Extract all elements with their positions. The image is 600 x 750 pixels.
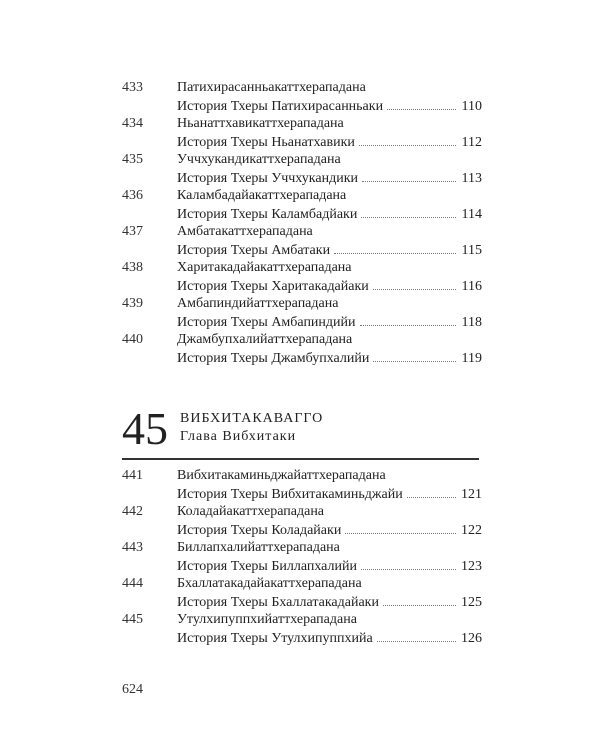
entry-pali-title: Джамбупхалийаттхерападана (177, 332, 353, 347)
entry-russian-title: История Тхеры Амбапиндийи (177, 315, 356, 330)
toc-entry[interactable] (0, 187, 600, 223)
entry-number: 437 (122, 224, 143, 239)
entry-pali-title: Ньанаттхавикаттхерападана (177, 116, 344, 131)
entry-pali-title: Каламбадайакаттхерападана (177, 188, 347, 203)
dot-leader (334, 241, 456, 254)
entry-page-number: 110 (461, 99, 482, 114)
entry-russian-line (177, 313, 482, 332)
entry-number: 433 (122, 80, 143, 95)
toc-entry[interactable] (0, 115, 600, 151)
entry-russian-line (177, 169, 482, 188)
entry-russian-title: История Тхеры Вибхитакаминьджайи (177, 487, 403, 502)
dot-leader (383, 593, 456, 606)
dot-leader (407, 485, 456, 498)
entry-number: 445 (122, 612, 143, 627)
dot-leader (359, 133, 456, 146)
entry-number: 435 (122, 152, 143, 167)
toc-entry[interactable] (0, 539, 600, 575)
entry-pali-title: Амбапиндийаттхерападана (177, 296, 339, 311)
dot-leader (361, 205, 456, 218)
entry-russian-line (177, 593, 482, 612)
entry-russian-line (177, 629, 482, 648)
toc-entry[interactable] (0, 295, 600, 331)
toc-entry[interactable] (0, 223, 600, 259)
entry-pali-title: Харитакадайакаттхерападана (177, 260, 352, 275)
entry-russian-line (177, 277, 482, 296)
chapter-divider (122, 458, 479, 460)
entry-russian-line (177, 485, 482, 504)
entry-number: 444 (122, 576, 143, 591)
entry-page-number: 123 (461, 559, 482, 574)
dot-leader (373, 349, 456, 362)
toc-entry[interactable] (0, 79, 600, 115)
entry-number: 438 (122, 260, 143, 275)
entry-number: 442 (122, 504, 143, 519)
toc-entry[interactable] (0, 503, 600, 539)
entry-russian-title: История Тхеры Харитакадайаки (177, 279, 369, 294)
dot-leader (377, 629, 456, 642)
entry-pali-title: Бхаллатакадайакаттхерападана (177, 576, 362, 591)
dot-leader (373, 277, 456, 290)
entry-page-number: 118 (461, 315, 482, 330)
chapter-subtitle: Глава Вибхитаки (180, 429, 297, 444)
entry-number: 441 (122, 468, 143, 483)
entry-pali-title: Утулхипуппхийаттхерападана (177, 612, 357, 627)
entry-number: 434 (122, 116, 143, 131)
entry-russian-line (177, 349, 482, 368)
entry-russian-line (177, 205, 482, 224)
toc-entry[interactable] (0, 151, 600, 187)
entry-number: 440 (122, 332, 143, 347)
toc-entry[interactable] (0, 259, 600, 295)
toc-section-2 (0, 467, 600, 647)
chapter-number: 45 (122, 403, 168, 454)
entry-pali-title: Амбатакаттхерападана (177, 224, 313, 239)
entry-page-number: 119 (461, 351, 482, 366)
entry-russian-title: История Тхеры Каламбадйаки (177, 207, 358, 222)
entry-russian-line (177, 521, 482, 540)
entry-number: 436 (122, 188, 143, 203)
toc-entry[interactable] (0, 467, 600, 503)
entry-pali-title: Вибхитакаминьджайаттхерападана (177, 468, 386, 483)
toc-entry[interactable] (0, 611, 600, 647)
entry-russian-title: История Тхеры Ньанатхавики (177, 135, 355, 150)
entry-pali-title: Патихирасанньакаттхерападана (177, 80, 366, 95)
entry-page-number: 113 (461, 171, 482, 186)
entry-number: 439 (122, 296, 143, 311)
entry-page-number: 115 (461, 243, 482, 258)
entry-page-number: 126 (461, 631, 482, 646)
entry-page-number: 114 (461, 207, 482, 222)
entry-russian-title: История Тхеры Биллапхалийи (177, 559, 357, 574)
entry-page-number: 112 (461, 135, 482, 150)
entry-russian-title: История Тхеры Утулхипуппхийа (177, 631, 373, 646)
entry-number: 443 (122, 540, 143, 555)
entry-russian-title: История Тхеры Амбатаки (177, 243, 331, 258)
entry-page-number: 121 (461, 487, 482, 502)
toc-entry[interactable] (0, 331, 600, 367)
entry-page-number: 122 (461, 523, 482, 538)
entry-pali-title: Уччхукандикаттхерападана (177, 152, 341, 167)
dot-leader (362, 169, 456, 182)
page-number: 624 (122, 682, 143, 697)
entry-page-number: 125 (461, 595, 482, 610)
entry-russian-line (177, 241, 482, 260)
entry-pali-title: Биллапхалийаттхерападана (177, 540, 340, 555)
entry-russian-title: История Тхеры Коладайаки (177, 523, 342, 538)
dot-leader (387, 97, 456, 110)
toc-section-1 (0, 79, 600, 367)
dot-leader (345, 521, 456, 534)
entry-russian-line (177, 97, 482, 116)
toc-entry[interactable] (0, 575, 600, 611)
entry-russian-title: История Тхеры Уччхукандики (177, 171, 358, 186)
chapter-title: ВИБХИТАКАВАГГО (180, 411, 324, 426)
entry-russian-line (177, 133, 482, 152)
entry-pali-title: Коладайакаттхерападана (177, 504, 325, 519)
entry-russian-title: История Тхеры Бхаллатакадайаки (177, 595, 379, 610)
dot-leader (360, 313, 456, 326)
entry-page-number: 116 (461, 279, 482, 294)
chapter-heading (122, 403, 482, 459)
entry-russian-title: История Тхеры Патихирасанньаки (177, 99, 384, 114)
dot-leader (361, 557, 456, 570)
entry-russian-line (177, 557, 482, 576)
entry-russian-title: История Тхеры Джамбупхалийи (177, 351, 370, 366)
